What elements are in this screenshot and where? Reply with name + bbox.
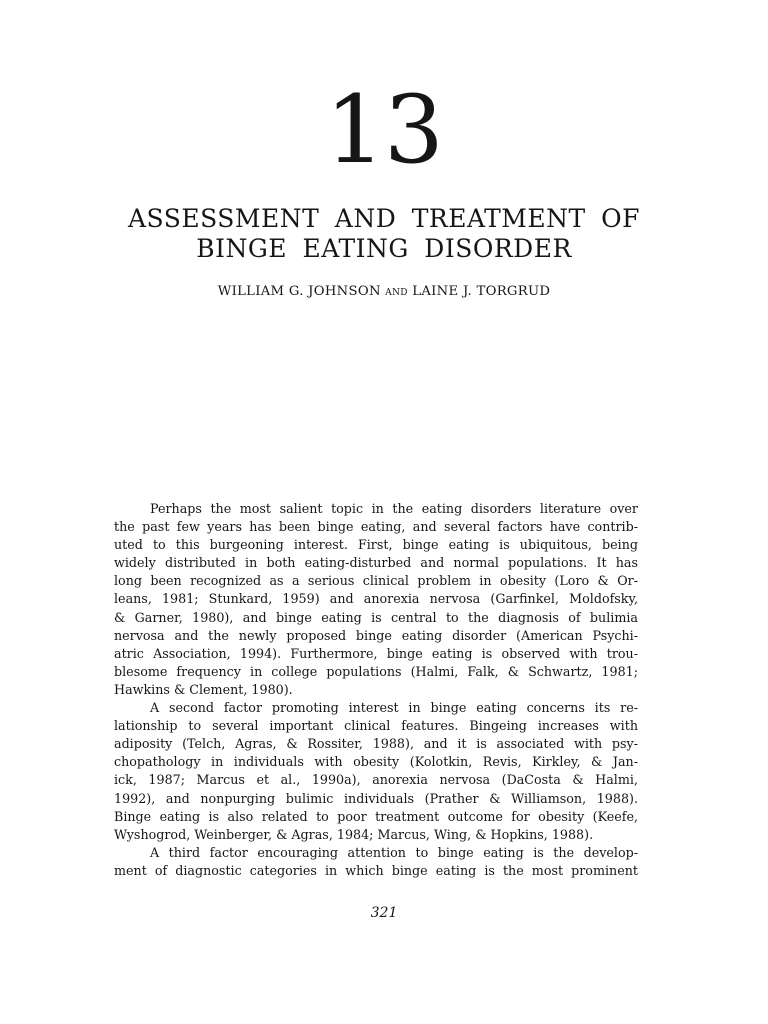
body-line: long been recognized as a serious clinical problem in obesity (Loro & Or- <box>114 573 638 589</box>
body-line: Perhaps the most salient topic in the eating disorders literature over <box>150 501 638 516</box>
chapter-number: 13 <box>325 76 443 185</box>
chapter-title <box>0 204 768 264</box>
body-line: nervosa and the newly proposed binge eating disorder (American Psychi- <box>114 627 638 643</box>
body-line: uted to this burgeoning interest. First, binge eating is ubiquitous, being <box>114 537 638 553</box>
body-line: lationship to several important clinical features. Bingeing increases with <box>114 718 638 734</box>
chapter-title-line: ASSESSMENT AND TREATMENT OF <box>128 204 640 233</box>
body-line: Binge eating is also related to poor treatment outcome for obesity (Keefe, <box>114 808 638 824</box>
body-line: ment of diagnostic categories in which binge eating is the most prominent <box>114 862 638 878</box>
body-line: & Garner, 1980), and binge eating is central to the diagnosis of bulimia <box>114 609 638 625</box>
body-line: blesome frequency in college populations (Halmi, Falk, & Schwartz, 1981; <box>114 663 638 679</box>
body-line: atric Association, 1994). Furthermore, binge eating is observed with trou- <box>114 645 638 661</box>
author-conjunction: and <box>385 284 408 299</box>
body-line: widely distributed in both eating-disturbed and normal populations. It has <box>114 555 638 571</box>
body-line: Wyshogrod, Weinberger, & Agras, 1984; Marcus, Wing, & Hopkins, 1988). <box>114 826 594 842</box>
body-line: ick, 1987; Marcus et al., 1990a), anorexia nervosa (DaCosta & Halmi, <box>114 772 638 788</box>
chapter-authors <box>0 284 768 299</box>
page-number: 321 <box>370 905 398 921</box>
body-text <box>114 500 638 880</box>
body-line: the past few years has been binge eating, and several factors have contrib- <box>114 519 638 535</box>
body-line: Hawkins & Clement, 1980). <box>114 681 293 697</box>
author-name: LAINE J. TORGRUD <box>412 284 551 299</box>
body-line: adiposity (Telch, Agras, & Rossiter, 1988), and it is associated with psy- <box>114 736 638 752</box>
body-line: A second factor promoting interest in binge eating concerns its re- <box>150 700 638 716</box>
author-name: WILLIAM G. JOHNSON <box>217 284 381 299</box>
body-line: leans, 1981; Stunkard, 1959) and anorexia nervosa (Garfinkel, Moldofsky, <box>114 591 638 607</box>
body-line: 1992), and nonpurging bulimic individuals (Prather & Williamson, 1988). <box>114 790 638 806</box>
body-line: A third factor encouraging attention to binge eating is the develop- <box>150 844 638 860</box>
body-line: chopathology in individuals with obesity (Kolotkin, Revis, Kirkley, & Jan- <box>114 754 638 770</box>
chapter-title-line: BINGE EATING DISORDER <box>196 234 572 263</box>
